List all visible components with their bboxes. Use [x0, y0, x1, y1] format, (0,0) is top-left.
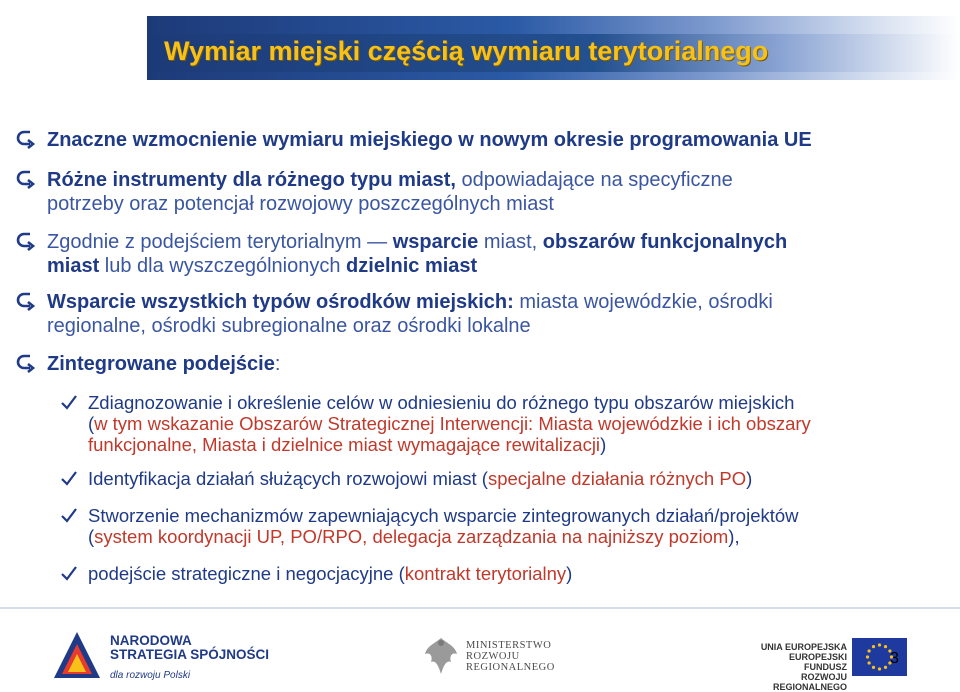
footer-divider	[0, 607, 960, 609]
bullet-3-bold-a: wsparcie	[392, 231, 479, 253]
eu-line-2: EUROPEJSKI FUNDUSZ	[788, 652, 847, 672]
sub-4-paren-close: )	[566, 563, 573, 584]
ministry-line-1: MINISTERSTWO	[466, 640, 552, 651]
ministry-line-2: ROZWOJU	[466, 651, 520, 662]
eu-line-1: UNIA EUROPEJSKA	[760, 642, 847, 652]
eu-logo-text	[752, 642, 847, 692]
sub-1-line-1: Zdiagnozowanie i określenie celów w odniesieniu do różnego typu obszarów miejskich	[88, 392, 795, 413]
checkmark-icon	[60, 393, 78, 411]
arrow-bullet-icon	[16, 231, 36, 251]
sub-1-paren-open: (	[88, 413, 95, 434]
sub-4-text: podejście strategiczne i negocjacyjne (	[88, 563, 405, 584]
bullet-4-text-a: miasta wojewódzkie, ośrodki	[513, 291, 773, 313]
bullet-2-bold: Różne instrumenty dla różnego typu miast,	[47, 169, 456, 191]
nss-logo-icon	[52, 630, 102, 680]
sub-3-line-1: Stworzenie mechanizmów zapewniających wsparcie zintegrowanych działań/projektów	[88, 505, 799, 526]
sub-3-paren-close: ),	[728, 526, 740, 547]
bullet-5-text: :	[274, 353, 281, 375]
sub-2-text: Identyfikacja działań służących rozwojowi miast (	[88, 468, 488, 489]
sub-1-paren-close: )	[600, 434, 607, 455]
bullet-4-text-b: regionalne, ośrodki subregionalne oraz ośrodki lokalne	[47, 315, 531, 337]
bullet-3-text-b: miast,	[478, 231, 543, 253]
eu-line-3: ROZWOJU REGIONALNEGO	[772, 672, 847, 692]
nss-logo-text	[110, 634, 269, 662]
bullet-3-text-a: Zgodnie z podejściem terytorialnym —	[47, 231, 393, 253]
ministry-logo-text	[466, 640, 555, 673]
sub-1-highlight-a: w tym wskazanie Obszarów Strategicznej Interwencji: Miasta wojewódzkie i ich obszary	[94, 413, 811, 434]
bullet-3-bold-c: miast	[47, 255, 100, 277]
sub-2-paren-close: )	[746, 468, 753, 489]
bullet-3-text-c: lub dla wyszczególnionych	[99, 255, 347, 277]
checkmark-icon	[60, 564, 78, 582]
ministry-line-3: REGIONALNEGO	[466, 662, 555, 673]
bullet-5-bold: Zintegrowane podejście	[47, 353, 275, 375]
arrow-bullet-icon	[16, 129, 36, 149]
bullet-2-text-a: odpowiadające na specyficzne	[455, 169, 733, 191]
nss-line-2: STRATEGIA SPÓJNOŚCI	[110, 647, 270, 662]
checkmark-icon	[60, 506, 78, 524]
sub-1-highlight-b: funkcjonalne, Miasta i dzielnice miast wymagające rewitalizacji	[88, 434, 601, 455]
nss-line-1: NARODOWA	[110, 633, 192, 648]
eagle-emblem-icon	[422, 634, 460, 678]
sub-3-paren-open: (	[88, 526, 95, 547]
arrow-bullet-icon	[16, 169, 36, 189]
arrow-bullet-icon	[16, 353, 36, 373]
sub-4-highlight: kontrakt terytorialny	[404, 563, 567, 584]
sub-3-highlight: system koordynacji UP, PO/RPO, delegacja zarządzania na najniższy poziom	[94, 526, 729, 547]
sub-2-highlight: specjalne działania różnych PO	[487, 468, 747, 489]
slide-title: Wymiar miejski częścią wymiaru terytorialnego	[164, 36, 769, 66]
arrow-bullet-icon	[16, 291, 36, 311]
checkmark-icon	[60, 469, 78, 487]
bullet-2-text-b: potrzeby oraz potencjał rozwojowy poszczególnych miast	[47, 193, 554, 215]
bullet-3-bold-b: obszarów funkcjonalnych	[542, 231, 788, 253]
bullet-1-text: Znaczne wzmocnienie wymiaru miejskiego w nowym okresie programowania UE	[47, 129, 812, 151]
nss-subtitle: dla rozwoju Polski	[110, 670, 191, 681]
page-number: 3	[890, 650, 899, 667]
footer	[0, 612, 960, 692]
bullet-4-bold: Wsparcie wszystkich typów ośrodków miejskich:	[47, 291, 514, 313]
bullet-3-bold-d: dzielnic miast	[346, 255, 478, 277]
